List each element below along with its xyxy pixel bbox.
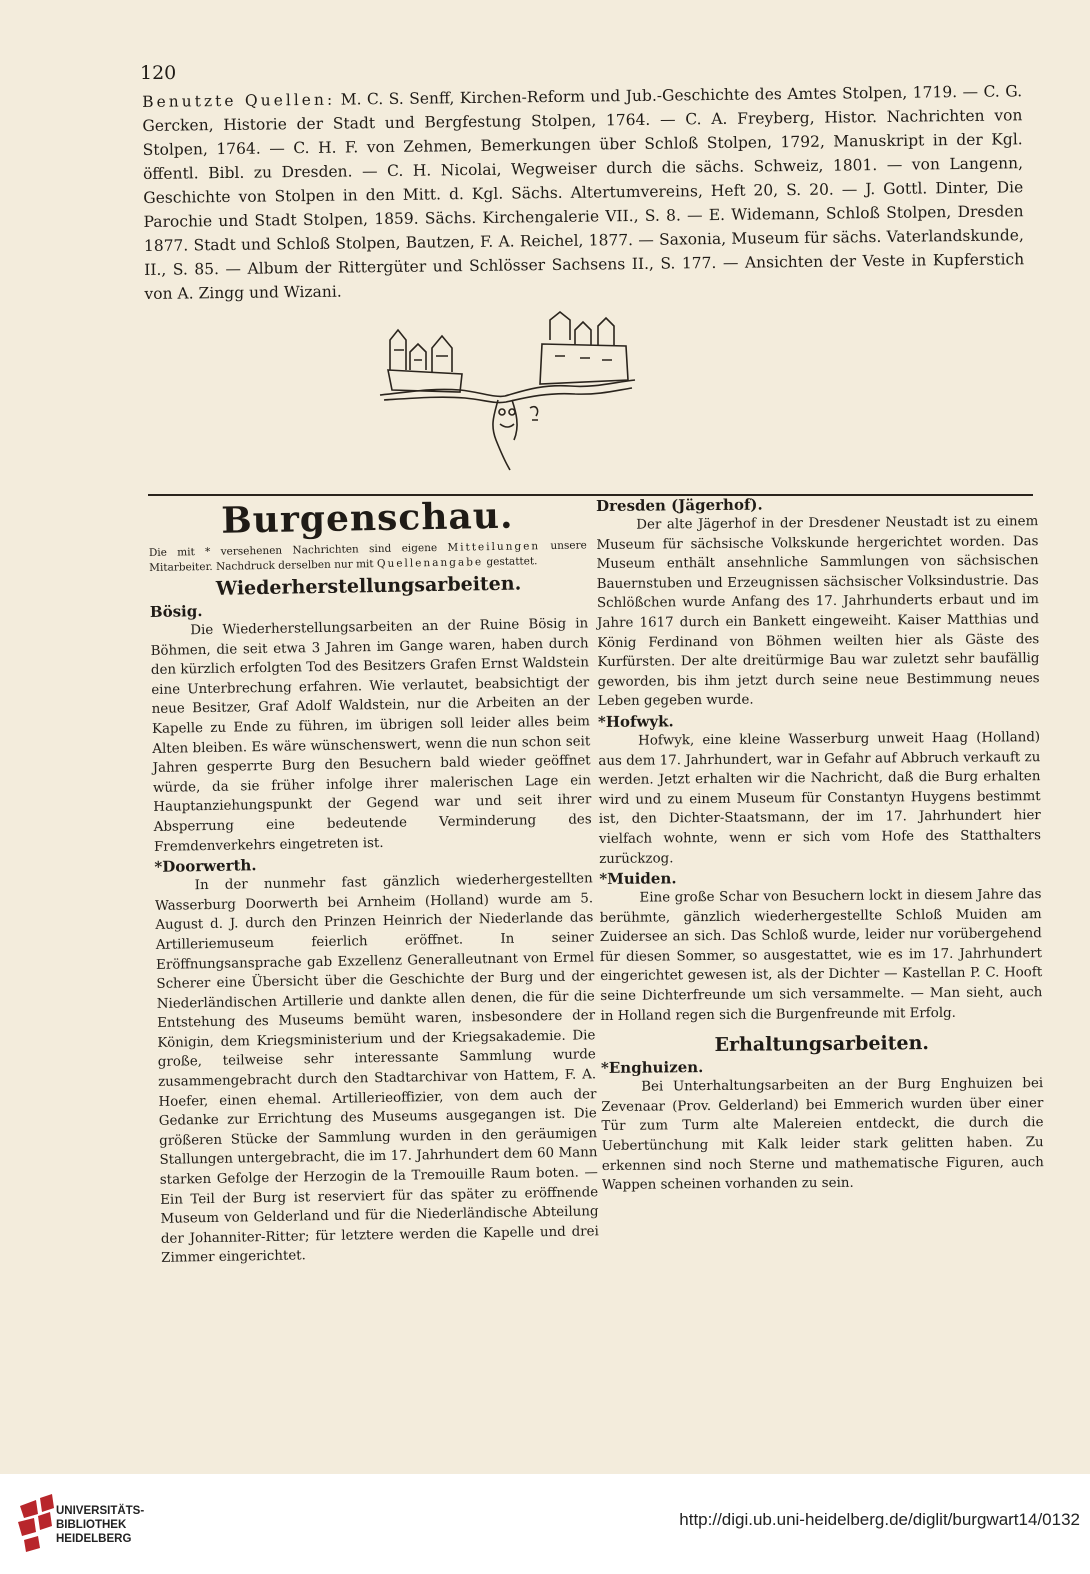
place-heading-hofwyk: *Hofwyk. [597,712,674,731]
paragraph-muiden: Eine große Schar von Besuchern lockt in diesem Jahre das berühmte, gänzlich wiederhergestellte Schloß Muiden am Zuidersee an sich. Das Schloß wurde, leider nur vorübergehend für diesen Sommer, so ausgestattet, wie es im 17. Jahrhundert eingerichtet gewesen ist, als der Dichter — Kastellan P. C. Hooft seine Dichterfreunde um sich versammelte. — Man sieht, auch in Holland regen sich die Burgenfreunde mit Erfolg. [599,887,1043,1024]
paragraph-bosig: Die Wiederherstellungsarbeiten an der Ruine Bösig in Böhmen, die seit etwa 3 Jahren im Gange waren, haben durch den kürzlich erfolgten Tod des Besitzers Grafen Ernst Waldstein eine Unterbrechung erfahren. Wie verlautet, beabsichtigt der neue Besitzer, Graf Adolf Waldstein, nur die Arbeiten an der Kapelle zu Ende zu führen, im übrigen soll leider alles beim Alten bleiben. Es wäre wünschenswert, wenn die nun schon seit Jahren gesperrte Burg den Besuchern bald wieder geöffnet würde, da sie früher infolge ihrer malerischen Lage ein Hauptanziehungspunkt der Gegend war und seit ihrer Absperrung eine bedeutende Verminderung des Fremdenverkehrs eingetreten ist. [150,616,592,855]
library-name-line1: UNIVERSITÄTS- [56,1505,145,1517]
paragraph-hofwyk: Hofwyk, eine kleine Wasserburg unweit Haag (Holland) aus dem 17. Jahrhundert, war in Gefahr auf Abbruch verkauft zu werden. Jetzt erhalten wir die Nachricht, daß die Burg erhalten wird und zu einem Museum für Constantyn Huygens bestimmt ist, den Dichter-Staatsmann, der im 17. Jahrhundert hier vielfach wohnte, wenn er sich vom Hofe des Statthalters zurückzog. [598,730,1042,867]
castle-vignette-icon [370,300,640,480]
note-part-a: Die mit * versehenen Nachrichten sind eigene [148,541,438,559]
column-left [148,494,599,1269]
sources-paragraph [142,79,1025,306]
paragraph-dresden: Der alte Jägerhof in der Dresdener Neustadt ist zu einem Museum für sächsische Volkskunde hergerichtet worden. Das Museum enthält ansehnliche Sammlungen von sächsischen Bauernstuben und Erzeugnissen sächsischer Volksindustrie. Das Schlößchen wurde Anfang des 17. Jahrhunderts erbaut und im Jahre 1617 durch ein Bankett eingeweiht. Kaiser Matthias und König Ferdinand von Böhmen weilten hier als Gäste des Kurfürsten. Der alte dreitürmige Bau war zuletzt sehr baufällig geworden, bis ihm jetzt durch seine neue Bestimmung neues Leben gegeben wurde. [596,514,1040,710]
note-part-c: unsere Mitarbeiter. Nachdruck derselben nur mit [149,539,587,574]
note-part-e: gestattet. [486,555,538,569]
place-heading-bosig: Bösig. [149,602,203,621]
section-heading-restoration: Wiederherstellungsarbeiten. [215,572,522,600]
library-name-line2: BIBLIOTHEK [56,1519,127,1531]
contributors-note [149,538,587,576]
section-heading-maintenance: Erhaltungsarbeiten. [714,1032,930,1057]
paragraph-doorwerth: In der nunmehr fast gänzlich wiederhergestellten Wasserburg Doorwerth bei Arnheim (Holland) wurde am 5. August d. J. durch den Prinzen Heinrich der Niederlande das Artilleriemuseum feierlich eröffnet. In seiner Eröffnungsansprache gab Exzellenz Generalleutnant von Ermel Scherer eine Übersicht über die Geschichte der Burg und der Niederländischen Artillerie und dankte allen denen, die für die Entstehung des Museums bemüht waren, insbesondere der Königin, dem Kriegsministerium und der Kriegsakademie. Die große, teilweise sehr interessante Sammlung wurde zusammengebracht durch den Stadtarchivar von Hattem, F. A. Hoefer, einen ehemal. Artillerieoffizier, von dem auch der Gedanke zur Errichtung des Museums ausgegangen ist. Die größeren Stücke der Sammlung wurden in den geräumigen Stallungen untergebracht, die im 17. Jahrhundert dem 60 Mann starken Gefolge der Herzogin de la Tremouille Raum boten. — Ein Teil der Burg ist reserviert für das später zu eröffnende Museum von Gelderland und für die Niederländische Abteilung der Johanniter-Ritter; für letztere werden die Kapelle und drei Zimmer eingerichtet. [154,871,599,1267]
column-right [596,492,1044,1196]
library-name [56,1504,144,1546]
page-number: 120 [140,62,177,84]
sources-lead: Benutzte Quellen: [142,90,336,111]
paragraph-enghuizen: Bei Unterhaltungsarbeiten an der Burg Enghuizen bei Zevenaar (Prov. Gelderland) bei Emmerich wurden über einer Tür zum Turm alte Malereien entdeckt, die durch die Uebertünchung mit Kalk leider stark gelitten haben. Zu erkennen sind noch Sterne und mathematische Figuren, auch Wappen scheinen vorhanden zu sein. [601,1076,1044,1194]
masthead-burgenschau: Burgenschau. [220,494,514,542]
sources-text: M. C. S. Senff, Kirchen-Reform und Jub.-Geschichte des Amtes Stolpen, 1719. — C. G. Gercken, Historie der Stadt und Bergfestung Stolpen, 1764. — C. A. Freyberg, Histor. Nachrichten von Stolpen, 1764. — C. H. F. von Zehmen, Bemerkungen über Schloß Stolpen, 1792, Manuskript in der Kgl. öffentl. Bibl. zu Dresden. — C. H. Nicolai, Wegweiser durch die sächs. Schweiz, 1801. — von Langenn, Geschichte von Stolpen in den Mitt. d. Kgl. Sächs. Altertumvereins, Heft 20, S. 20. — J. Gottl. Dinter, Die Parochie und Stadt Stolpen, 1859. Sächs. Kirchengalerie VII., S. 8. — E. Widemann, Schloß Stolpen, Dresden 1877. Stadt und Schloß Stolpen, Bautzen, F. A. Reichel, 1877. — Saxonia, Museum für sächs. Vaterlandskunde, II., S. 85. — Album der Rittergüter und Schlösser Sachsens II., S. 177. — Ansichten der Veste in Kupferstich von A. Zingg und Wizani. [142,82,1025,303]
library-name-line3: HEIDELBERG [56,1533,132,1545]
place-heading-dresden: Dresden (Jägerhof). [596,495,763,515]
note-part-d: Quellenangabe [376,556,484,571]
note-part-b: Mitteilungen [447,540,541,554]
place-heading-enghuizen: *Enghuizen. [600,1058,704,1078]
place-heading-muiden: *Muiden. [599,869,677,889]
footer-bar [0,1474,1090,1572]
source-url-link[interactable]: http://digi.ub.uni-heidelberg.de/diglit/burgwart14/0132 [679,1510,1080,1529]
place-heading-doorwerth: *Doorwerth. [154,856,257,877]
